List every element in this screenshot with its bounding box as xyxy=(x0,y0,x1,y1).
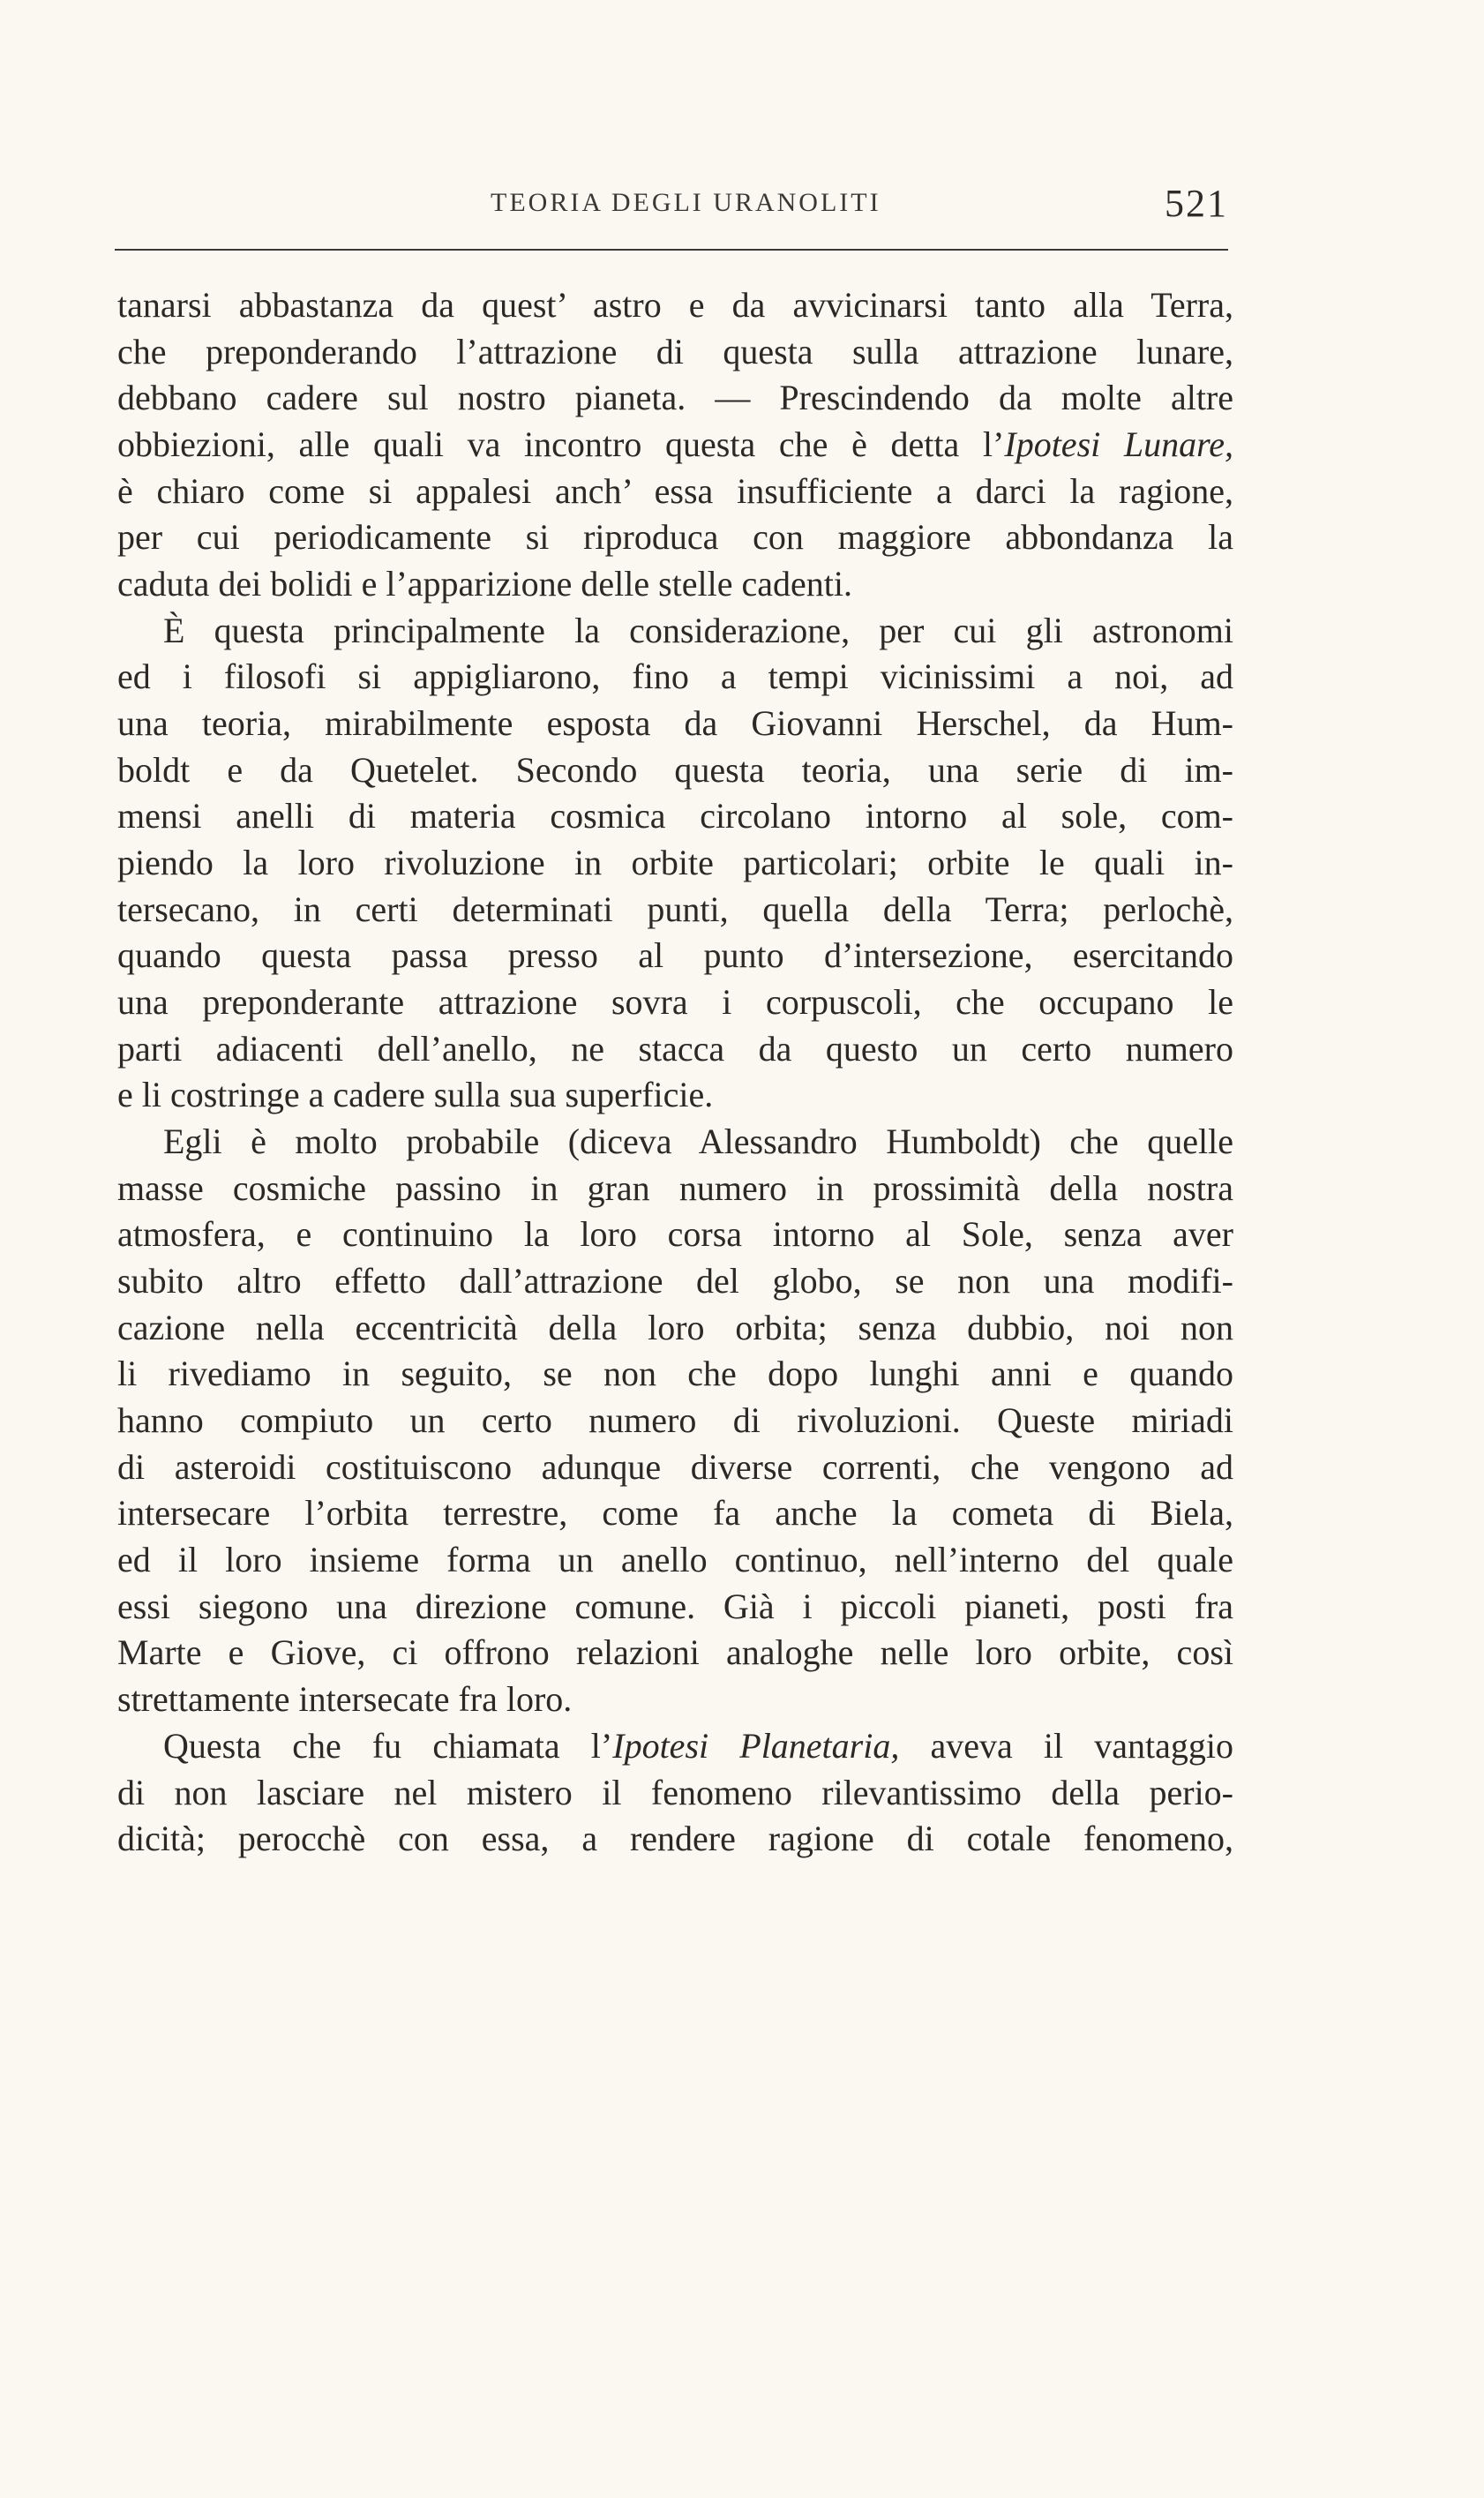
text-line: subito altro effetto dall’attrazione del globo, se non una modifi- xyxy=(117,1261,1233,1302)
body-text xyxy=(117,282,1233,1863)
text-line: di non lasciare nel mistero il fenomeno rilevantissimo della perio- xyxy=(117,1772,1233,1812)
text-line: mensi anelli di materia cosmica circolano intorno al sole, com- xyxy=(117,796,1233,836)
paragraph-start-line: Egli è molto probabile (diceva Alessandro Humboldt) che quelle xyxy=(163,1121,1233,1162)
italic-term: Ipotesi Lunare, xyxy=(1004,424,1233,465)
paragraph-start-line: Questa che fu chiamata l’Ipotesi Planetaria, aveva il vantaggio xyxy=(163,1725,1233,1766)
text-line: una preponderante attrazione sovra i corpuscoli, che occupano le xyxy=(117,982,1233,1023)
paragraph-end-line: e li costringe a cadere sulla sua superficie. xyxy=(117,1075,714,1115)
paragraph-end-line: strettamente intersecate fra loro. xyxy=(117,1679,573,1720)
text-line: ed i filosofi si appigliarono, fino a tempi vicinissimi a noi, ad xyxy=(117,656,1233,697)
text-line: masse cosmiche passino in gran numero in prossimità della nostra xyxy=(117,1167,1233,1208)
text-line: che preponderando l’attrazione di questa sulla attrazione lunare, xyxy=(117,331,1233,371)
text-line: di asteroidi costituiscono adunque diverse correnti, che vengono ad xyxy=(117,1446,1233,1487)
text-line: ed il loro insieme forma un anello continuo, nell’interno del quale xyxy=(117,1540,1233,1580)
text-line: cazione nella eccentricità della loro orbita; senza dubbio, noi non xyxy=(117,1307,1233,1347)
text-line: intersecare l’orbita terrestre, come fa anche la cometa di Biela, xyxy=(117,1493,1233,1534)
text-line: quando questa passa presso al punto d’intersezione, esercitando xyxy=(117,935,1233,976)
text-line: per cui periodicamente si riproduca con maggiore abbondanza la xyxy=(117,517,1233,558)
running-head xyxy=(115,181,1228,234)
text-line: tersecano, in certi determinati punti, quella della Terra; perlochè, xyxy=(117,889,1233,929)
text-line: parti adiacenti dell’anello, ne stacca da questo un certo numero xyxy=(117,1028,1233,1069)
text-line: boldt e da Quetelet. Secondo questa teoria, una serie di im- xyxy=(117,749,1233,790)
text-line: obbiezioni, alle quali va incontro questa che è detta l’Ipotesi Lunare, xyxy=(117,424,1233,465)
text-line: tanarsi abbastanza da quest’ astro e da avvicinarsi tanto alla Terra, xyxy=(117,285,1233,325)
text-line: è chiaro come si appalesi anch’ essa insufficiente a darci la ragione, xyxy=(117,470,1233,511)
text-line: essi siegono una direzione comune. Già i piccoli pianeti, posti fra xyxy=(117,1586,1233,1626)
text-line: atmosfera, e continuino la loro corsa intorno al Sole, senza aver xyxy=(117,1214,1233,1255)
paragraph-start-line: È questa principalmente la considerazione, per cui gli astronomi xyxy=(163,610,1233,650)
text-line: dicità; perocchè con essa, a rendere ragione di cotale fenomeno, xyxy=(117,1819,1233,1859)
text-line: piendo la loro rivoluzione in orbite particolari; orbite le quali in- xyxy=(117,843,1233,883)
text-line: una teoria, mirabilmente esposta da Giovanni Herschel, da Hum- xyxy=(117,703,1233,744)
text-line: hanno compiuto un certo numero di rivoluzioni. Queste miriadi xyxy=(117,1400,1233,1441)
text-line: debbano cadere sul nostro pianeta. — Prescindendo da molte altre xyxy=(117,378,1233,418)
header-rule xyxy=(115,249,1228,251)
paragraph-end-line: caduta dei bolidi e l’apparizione delle stelle cadenti. xyxy=(117,564,852,604)
running-title: TEORIA DEGLI URANOLITI xyxy=(491,188,881,217)
text-line: Marte e Giove, ci offrono relazioni analoghe nelle loro orbite, così xyxy=(117,1632,1233,1673)
italic-term: Ipotesi Planetaria, xyxy=(612,1725,900,1766)
text-line: li rivediamo in seguito, se non che dopo lunghi anni e quando xyxy=(117,1354,1233,1394)
page-number: 521 xyxy=(1165,182,1228,225)
